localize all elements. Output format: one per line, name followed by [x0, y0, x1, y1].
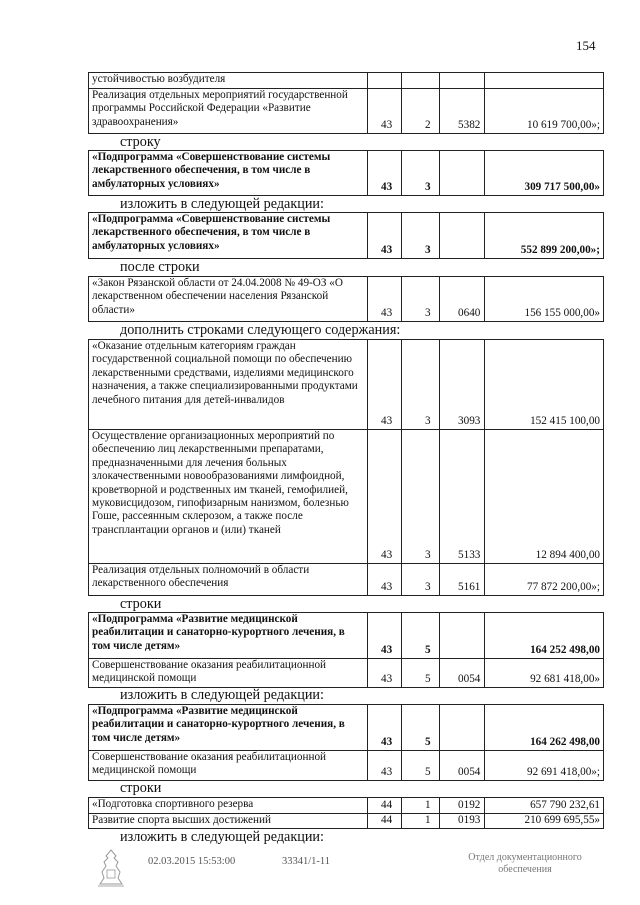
code-direction: 0192	[458, 799, 481, 811]
amount: 210 699 695,55»	[524, 814, 600, 826]
code-direction: 0054	[458, 673, 481, 685]
page-number: 154	[576, 38, 596, 53]
code-ministry: 43	[381, 181, 393, 193]
instruction-text: дополнить строками следующего содержания:	[120, 322, 401, 338]
code-direction: 0640	[458, 307, 481, 319]
instruction-text: строку	[120, 134, 161, 150]
amount: 657 790 232,61	[530, 799, 600, 811]
row-text: Развитие спорта высших достижений	[92, 814, 271, 826]
table-row	[88, 813, 604, 829]
code-program: 3	[425, 581, 431, 593]
amount: 156 155 000,00»	[524, 307, 600, 319]
code-direction: 3093	[458, 415, 481, 427]
row-text: «Подготовка спортивного резерва	[92, 798, 254, 810]
row-text: «Оказание отдельным категориям граждан государственной социальной помощи по обеспечению лекарственными средствами, изделиями медицинского назначения, а также специализированными продуктами лечебного питания для детей-инвалидов	[92, 340, 358, 406]
amount: 309 717 500,00»	[524, 181, 600, 193]
code-direction: 0054	[458, 766, 481, 778]
code-ministry: 44	[381, 799, 393, 811]
amount: 92 691 418,00»;	[526, 766, 600, 778]
instruction-text: изложить в следующей редакции:	[120, 196, 324, 212]
row-text: «Закон Рязанской области от 24.04.2008 № 49-ОЗ «О лекарственном обеспечении населения Рязанской области»	[92, 277, 343, 316]
code-program: 5	[425, 644, 431, 656]
table-row	[88, 797, 604, 813]
amount: 12 894 400,00	[535, 549, 600, 561]
footer-doc-id: 33341/1-11	[282, 856, 331, 867]
code-program: 3	[425, 244, 431, 256]
code-ministry: 43	[381, 307, 393, 319]
code-direction: 5133	[458, 549, 481, 561]
table-row	[88, 276, 604, 322]
code-ministry: 43	[381, 119, 393, 131]
code-ministry: 44	[381, 814, 393, 826]
code-direction: 5382	[458, 119, 481, 131]
amount: 164 262 498,00	[530, 736, 600, 748]
instruction-text: строки	[120, 780, 162, 796]
code-program: 3	[425, 307, 431, 319]
code-direction: 5161	[458, 581, 481, 593]
table-row	[88, 212, 604, 259]
code-program: 5	[425, 673, 431, 685]
amount: 164 252 498,00	[530, 644, 600, 656]
table-row	[88, 88, 604, 134]
code-program: 5	[425, 766, 431, 778]
code-program: 1	[425, 814, 431, 826]
row-text: «Подпрограмма «Совершенствование системы лекарственного обеспечения, в том числе в амбулаторных условиях»	[92, 213, 331, 252]
instruction-text: изложить в следующей редакции:	[120, 687, 324, 703]
table-row	[88, 150, 604, 196]
footer-datetime: 02.03.2015 15:53:00	[148, 856, 236, 867]
table-row	[88, 612, 604, 658]
code-direction: 0193	[458, 814, 481, 826]
row-text: Совершенствование оказания реабилитационной медицинской помощи	[92, 751, 327, 777]
table-row	[88, 704, 604, 750]
code-program: 3	[425, 415, 431, 427]
row-text: Совершенствование оказания реабилитационной медицинской помощи	[92, 659, 327, 685]
code-program: 5	[425, 736, 431, 748]
footer-stamp: Отдел документационного обеспечения	[468, 852, 582, 875]
row-text: Реализация отдельных полномочий в области лекарственного обеспечения	[92, 564, 310, 590]
row-text: Реализация отдельных мероприятий государственной программы Российской Федерации «Развитие здравоохранения»	[92, 89, 348, 128]
code-ministry: 43	[381, 673, 393, 685]
code-program: 1	[425, 799, 431, 811]
row-text: «Подпрограмма «Развитие медицинской реабилитации и санаторно-курортного лечения, в том числе детям»	[92, 613, 345, 652]
instruction-text: после строки	[120, 259, 200, 275]
instruction-text: изложить в следующей редакции:	[120, 829, 324, 845]
code-program: 3	[425, 549, 431, 561]
coat-of-arms-icon	[94, 848, 128, 888]
code-ministry: 43	[381, 549, 393, 561]
amount: 10 619 700,00»;	[526, 119, 600, 131]
table-row	[88, 563, 604, 596]
table-row	[88, 72, 604, 88]
row-text: «Подпрограмма «Совершенствование системы лекарственного обеспечения, в том числе в амбулаторных условиях»	[92, 151, 331, 190]
code-program: 3	[425, 181, 431, 193]
amount: 152 415 100,00	[530, 415, 600, 427]
code-ministry: 43	[381, 415, 393, 427]
amount: 92 681 418,00»	[530, 673, 600, 685]
code-ministry: 43	[381, 736, 393, 748]
row-text: устойчивостью возбудителя	[92, 73, 226, 85]
code-ministry: 43	[381, 766, 393, 778]
row-text: «Подпрограмма «Развитие медицинской реабилитации и санаторно-курортного лечения, в том числе детям»	[92, 705, 345, 744]
code-ministry: 43	[381, 581, 393, 593]
table-row	[88, 658, 604, 688]
instruction-text: строки	[120, 596, 162, 612]
code-ministry: 43	[381, 244, 393, 256]
row-text: Осуществление организационных мероприятий по обеспечению лиц лекарственными препаратами, предназначенными для лечения больных злокачественными новообразованиями лимфоидной, кроветворной и родственных им тканей, гемофилией, муковисцидозом, гипофизарным нанизмом, болезнью Гоше, рассеянным склерозом, а также после трансплантации органов и (или) тканей	[92, 430, 349, 536]
code-program: 2	[425, 119, 431, 131]
amount: 552 899 200,00»;	[520, 244, 600, 256]
code-ministry: 43	[381, 644, 393, 656]
table-row	[88, 429, 604, 563]
table-row	[88, 339, 604, 429]
amount: 77 872 200,00»;	[526, 581, 600, 593]
table-row	[88, 750, 604, 781]
